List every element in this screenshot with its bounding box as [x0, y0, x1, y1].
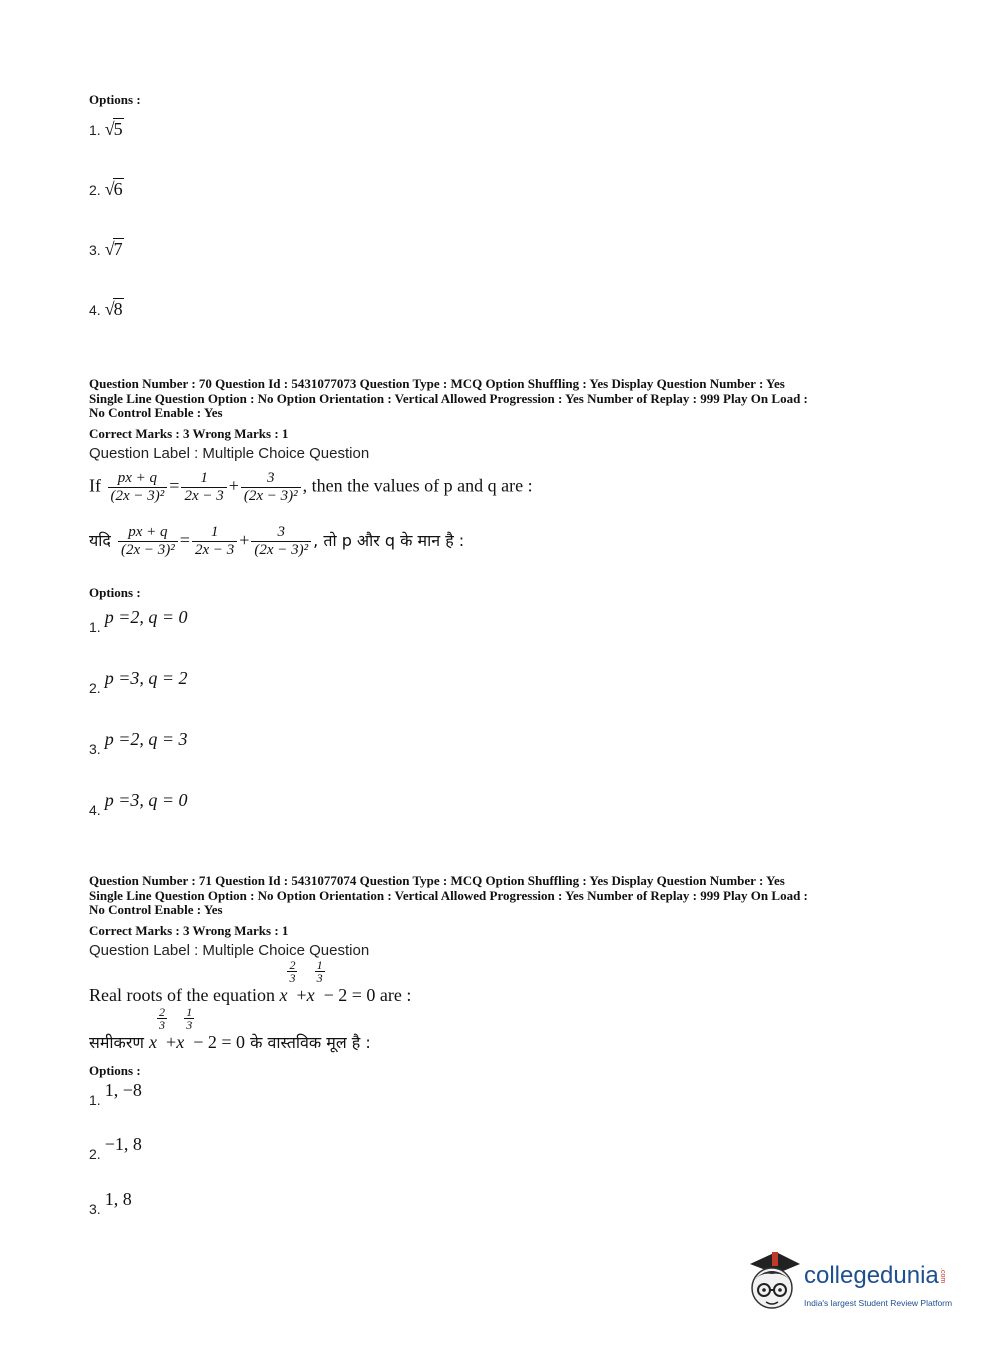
- option-value: p =2, q = 3: [104, 729, 188, 749]
- fraction: $\frac{1}{2x - 3}$: [181, 470, 226, 505]
- logo-name: collegedunia.com: [804, 1262, 946, 1289]
- question-suffix: , then the values of p and q are :: [302, 475, 533, 496]
- option-number: 2.: [89, 1146, 101, 1162]
- option-item[interactable]: [89, 668, 188, 696]
- option-item[interactable]: [89, 1189, 132, 1217]
- options-label: Options :: [89, 1063, 141, 1078]
- option-number: 1.: [89, 619, 101, 635]
- sqrt-symbol: √: [104, 119, 115, 139]
- option-value: 5: [113, 119, 123, 139]
- power-term: x 1 3: [176, 1005, 193, 1052]
- collegedunia-logo[interactable]: [742, 1250, 972, 1320]
- option-item[interactable]: [89, 1080, 142, 1108]
- options-label: Options :: [89, 585, 141, 600]
- option-value: −1, 8: [104, 1134, 142, 1154]
- option-value: 1, 8: [104, 1189, 132, 1209]
- option-number: 3.: [89, 242, 101, 258]
- option-number: 2.: [89, 680, 101, 696]
- logo-tagline: India's largest Student Review Platform: [804, 1298, 953, 1308]
- meta-line: No Control Enable : Yes: [89, 902, 223, 917]
- meta-line: No Control Enable : Yes: [89, 405, 223, 420]
- question-label: Question Label : Multiple Choice Question: [89, 445, 370, 462]
- option-item[interactable]: [89, 238, 124, 260]
- question-text: समीकरण: [89, 1033, 144, 1052]
- meta-line: Single Line Question Option : No Option Orientation : Vertical Allowed Progression : Yes Number of Replay : 999 Play On Load :: [89, 390, 808, 406]
- logo-suffix: .com: [938, 1267, 946, 1283]
- question-suffix: के वास्तविक मूल है :: [250, 1033, 371, 1052]
- option-value: p =2, q = 0: [104, 607, 188, 627]
- options-label: Options :: [89, 92, 141, 107]
- option-value: 8: [113, 299, 123, 319]
- option-value: p =3, q = 2: [104, 668, 188, 688]
- fraction: $\frac{px + q}{\text{(2x − 3)²}}$: [108, 470, 168, 505]
- power-term: x 2 3: [149, 1005, 166, 1052]
- option-value: 1, −8: [104, 1080, 142, 1100]
- sqrt-symbol: √: [104, 239, 115, 259]
- power-term: x 2 3: [279, 958, 296, 1005]
- question-text-en: Real roots of the equation x 2 3 +x 1 3 − 2 = 0 are :: [89, 958, 412, 1005]
- marks: Correct Marks : 3 Wrong Marks : 1: [89, 426, 289, 441]
- question-meta: [89, 874, 808, 918]
- option-value: 7: [113, 239, 123, 259]
- option-number: 1.: [89, 122, 101, 138]
- option-number: 4.: [89, 802, 101, 818]
- option-value: p =3, q = 0: [104, 790, 188, 810]
- question-text-hi: समीकरण x 2 3 +x 1 3 − 2 = 0 के वास्तविक मूल है :: [89, 1005, 371, 1052]
- option-item[interactable]: [89, 729, 188, 757]
- fraction: $\frac{px + q}{\text{(2x − 3)²}}$: [118, 524, 178, 559]
- equation-tail: − 2 = 0: [193, 1032, 245, 1052]
- option-number: 4.: [89, 302, 101, 318]
- fraction: $\frac{3}{\text{(2x − 3)²}}$: [241, 470, 301, 505]
- question-suffix: , तो p और q के मान है :: [313, 531, 465, 550]
- question-label: Question Label : Multiple Choice Question: [89, 942, 370, 959]
- sqrt-symbol: √: [104, 179, 115, 199]
- question-prefix: If: [89, 475, 101, 496]
- option-value: 6: [113, 179, 123, 199]
- fraction: $\frac{3}{\text{(2x − 3)²}}$: [251, 524, 311, 559]
- question-prefix: यदि: [89, 531, 111, 550]
- option-number: 2.: [89, 182, 101, 198]
- question-text: Real roots of the equation: [89, 985, 275, 1005]
- question-text-en: If $\frac{px + q}{\text{(2x − 3)²}}$ = $\frac{1}{2x - 3}$ + $\frac{3}{\text{(2x − 3)²}}$ , then the values of p and q are :: [89, 470, 533, 504]
- meta-line: Question Number : 71 Question Id : 5431077074 Question Type : MCQ Option Shuffling : Yes Display Question Number : Yes: [89, 873, 785, 888]
- power-term: x 1 3: [306, 958, 323, 1005]
- option-item[interactable]: [89, 178, 124, 200]
- option-item[interactable]: [89, 118, 124, 140]
- option-item[interactable]: [89, 790, 188, 818]
- option-number: 3.: [89, 1201, 101, 1217]
- question-suffix: are :: [379, 985, 412, 1005]
- fraction: $\frac{1}{2x - 3}$: [192, 524, 237, 559]
- option-item[interactable]: [89, 607, 188, 635]
- option-number: 1.: [89, 1092, 101, 1108]
- option-number: 3.: [89, 741, 101, 757]
- mascot-icon: [742, 1250, 802, 1316]
- sqrt-symbol: √: [104, 299, 115, 319]
- option-item[interactable]: [89, 1134, 142, 1162]
- question-meta: [89, 377, 808, 421]
- meta-line: Single Line Question Option : No Option Orientation : Vertical Allowed Progression : Yes Number of Replay : 999 Play On Load :: [89, 887, 808, 903]
- option-item[interactable]: [89, 298, 124, 320]
- meta-line: Question Number : 70 Question Id : 5431077073 Question Type : MCQ Option Shuffling : Yes Display Question Number : Yes: [89, 376, 785, 391]
- equation-tail: − 2 = 0: [323, 985, 376, 1005]
- marks: Correct Marks : 3 Wrong Marks : 1: [89, 923, 289, 938]
- question-text-hi: यदि $\frac{px + q}{\text{(2x − 3)²}}$ = $\frac{1}{2x - 3}$ + $\frac{3}{\text{(2x − 3)²}}$ , तो p और q के मान है :: [89, 524, 465, 558]
